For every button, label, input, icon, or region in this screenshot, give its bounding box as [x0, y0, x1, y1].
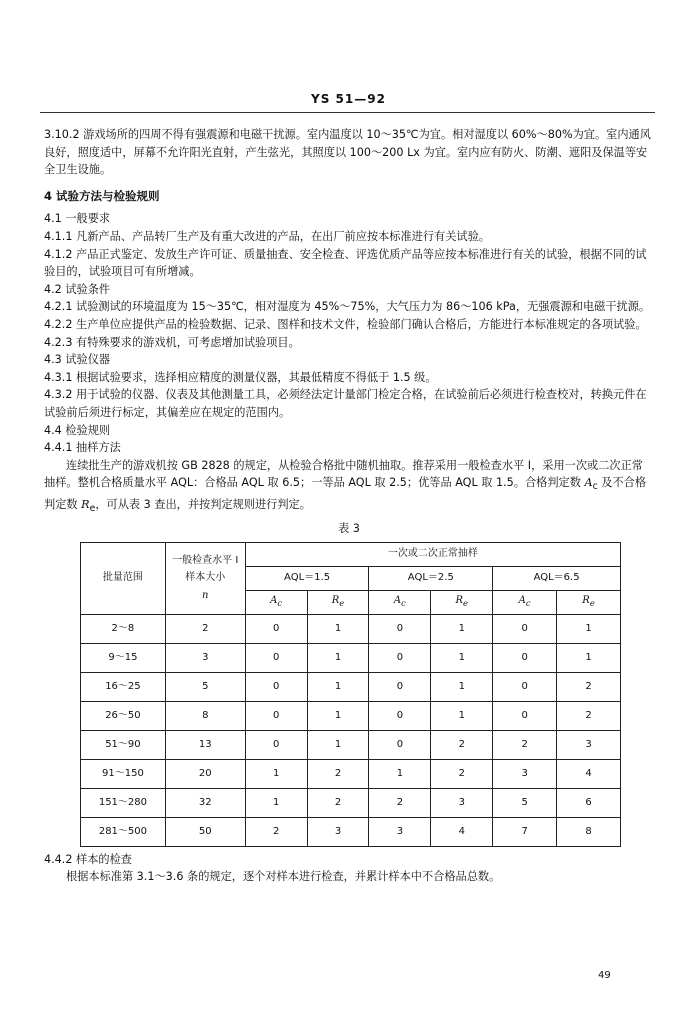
table-cell: 0: [245, 614, 307, 643]
para-4-4-1-text-b: 及不合格判定数: [44, 476, 647, 512]
header-ac-letter: A: [270, 594, 278, 606]
heading-4-4-2: 4.4.2 样本的检查: [44, 852, 132, 866]
header-inspection-level: [165, 542, 245, 614]
table-cell: 32: [165, 788, 245, 817]
table-row: [81, 672, 621, 701]
table-cell: 1: [369, 759, 431, 788]
table-cell: 3: [307, 817, 369, 846]
table-row: [81, 730, 621, 759]
header-re-sub: e: [589, 597, 595, 608]
header-ac: [369, 590, 431, 614]
table-cell: 4: [557, 759, 621, 788]
table-cell: 1: [245, 788, 307, 817]
table-cell: 2: [307, 788, 369, 817]
table-cell: 51～90: [81, 730, 166, 759]
table-cell: 3: [165, 643, 245, 672]
header-re-letter: R: [582, 594, 590, 606]
header-re-letter: R: [455, 594, 464, 606]
header-ac-letter: A: [393, 594, 402, 606]
para-4-1-2: 4.1.2 产品正式鉴定、发放生产许可证、质量抽查、安全检查、评选优质产品等应按本标准进行有关的试验，根据不同的试验目的，试验项目可有所增减。: [44, 247, 647, 279]
table-cell: 3: [493, 759, 557, 788]
table-cell: 2: [369, 788, 431, 817]
table-cell: 20: [165, 759, 245, 788]
table-cell: 1: [307, 701, 369, 730]
sampling-table: [80, 542, 621, 847]
header-aql-1-5: AQL＝1.5: [245, 566, 369, 590]
document-header: YS 51—92: [311, 92, 386, 106]
table-cell: 2: [557, 701, 621, 730]
header-ac-sub: c: [401, 597, 406, 608]
ac-symbol: A: [584, 476, 593, 490]
table-row: [81, 817, 621, 846]
re-symbol-sub: e: [89, 503, 96, 515]
para-4-2-2: 4.2.2 生产单位应提供产品的检验数据、记录、图样和技术文件，检验部门确认合格后，方能进行本标准规定的各项试验。: [44, 317, 647, 331]
table-cell: 1: [557, 614, 621, 643]
table-cell: 0: [369, 672, 431, 701]
page-number: 49: [598, 970, 611, 981]
header-batch-range: 批量范围: [81, 542, 166, 614]
para-4-4-1-text-a: 连续批生产的游戏机按 GB 2828 的规定，从检验合格批中随机抽取。推荐采用一般检查水平 Ⅰ，采用一次或二次正常抽样。整机合格质量水平 AQL：合格品 AQL 取 6.5；一等品 AQL 取 2.5；优等品 AQL 取 1.5。合格判定数: [44, 458, 643, 490]
table-row: [81, 759, 621, 788]
table-cell: 26～50: [81, 701, 166, 730]
table-cell: 0: [369, 643, 431, 672]
header-level-line1: 一般检查水平 Ⅰ: [172, 554, 239, 566]
table-cell: 1: [431, 614, 493, 643]
para-4-1-1: 4.1.1 凡新产品、产品转厂生产及有重大改进的产品，在出厂前应按本标准进行有关试验。: [44, 229, 490, 243]
table-row: [81, 643, 621, 672]
section-4-heading: 4 试验方法与检验规则: [44, 188, 160, 203]
header-re: [431, 590, 493, 614]
para-3-10-2: 3.10.2 游戏场所的四周不得有强震源和电磁干扰源。室内温度以 10～35℃为宜。相对湿度以 60%～80%为宜。室内通风良好，照度适中，屏幕不允许阳光直射，产生弦光，其照度以 100～200 Lx 为宜。室内应有防火、防潮、遮阳及保温等安全卫生设施。: [44, 128, 651, 177]
table-cell: 1: [431, 701, 493, 730]
header-rule: [40, 112, 655, 113]
heading-4-4: 4.4 检验规则: [44, 423, 111, 437]
table-cell: 0: [245, 730, 307, 759]
table-cell: 0: [369, 614, 431, 643]
table-cell: 0: [493, 614, 557, 643]
header-level-line2: 样本大小: [185, 572, 226, 584]
header-ac-letter: A: [518, 594, 526, 606]
table-cell: 2: [431, 730, 493, 759]
table-cell: 4: [431, 817, 493, 846]
table-cell: 0: [245, 672, 307, 701]
page-content: [44, 126, 654, 886]
header-re-sub: e: [339, 597, 345, 608]
table-cell: 6: [557, 788, 621, 817]
para-4-4-1: [44, 457, 654, 518]
heading-4-1: 4.1 一般要求: [44, 212, 111, 226]
table-cell: 8: [557, 817, 621, 846]
table-cell: 5: [165, 672, 245, 701]
table-cell: 1: [307, 643, 369, 672]
header-ac: [245, 590, 307, 614]
header-re-sub: e: [463, 597, 468, 608]
header-re: [307, 590, 369, 614]
table-cell: 2: [431, 759, 493, 788]
table-cell: 1: [307, 730, 369, 759]
heading-4-4-1: 4.4.1 抽样方法: [44, 441, 121, 455]
header-level-line3: n: [202, 589, 209, 601]
heading-4-3: 4.3 试验仪器: [44, 353, 111, 367]
header-aql-2-5: AQL＝2.5: [369, 566, 493, 590]
table-cell: 1: [245, 759, 307, 788]
table-cell: 151～280: [81, 788, 166, 817]
table-cell: 2: [165, 614, 245, 643]
table-cell: 2: [307, 759, 369, 788]
table-cell: 2: [245, 817, 307, 846]
table-cell: 9～15: [81, 643, 166, 672]
header-re-letter: R: [331, 594, 340, 606]
table-cell: 1: [307, 672, 369, 701]
table-cell: 0: [245, 701, 307, 730]
table-cell: 91～150: [81, 759, 166, 788]
header-ac-sub: c: [277, 597, 283, 608]
table-cell: 3: [369, 817, 431, 846]
table-row: [81, 701, 621, 730]
table-cell: 13: [165, 730, 245, 759]
table-cell: 5: [493, 788, 557, 817]
heading-4-2: 4.2 试验条件: [44, 282, 111, 296]
table-cell: 2～8: [81, 614, 166, 643]
table-cell: 0: [493, 701, 557, 730]
header-ac-sub: c: [525, 597, 531, 608]
para-4-3-2: 4.3.2 用于试验的仪器、仪表及其他测量工具，必须经法定计量部门检定合格，在试验前后必须进行检查校对，转换元件在试验前后须进行标定，其偏差应在规定的范围内。: [44, 388, 647, 419]
table-cell: 0: [493, 643, 557, 672]
table-cell: 1: [307, 614, 369, 643]
table-cell: 50: [165, 817, 245, 846]
header-aql-6-5: AQL＝6.5: [493, 566, 621, 590]
para-4-3-1: 4.3.1 根据试验要求，选择相应精度的测量仪器，其最低精度不得低于 1.5 级。: [44, 370, 437, 384]
header-normal-sampling: 一次或二次正常抽样: [245, 542, 620, 566]
para-4-4-1-text-c: ，可从表 3 查出，并按判定规则进行判定。: [95, 498, 311, 512]
table-cell: 3: [557, 730, 621, 759]
table-cell: 3: [431, 788, 493, 817]
table-row: [81, 614, 621, 643]
table-row: [81, 788, 621, 817]
table-cell: 0: [245, 643, 307, 672]
re-symbol: R: [81, 498, 90, 512]
table-cell: 2: [493, 730, 557, 759]
table-cell: 8: [165, 701, 245, 730]
para-4-2-1: 4.2.1 试验测试的环境温度为 15～35℃，相对湿度为 45%～75%，大气压力为 86～106 kPa，无强震源和电磁干扰源。: [44, 300, 651, 314]
table-cell: 281～500: [81, 817, 166, 846]
table-cell: 2: [557, 672, 621, 701]
para-4-4-2: 根据本标准第 3.1～3.6 条的规定，逐个对样本进行检查，并累计样本中不合格品总数。: [66, 870, 501, 884]
table-caption: 表 3: [338, 521, 360, 535]
table-cell: 0: [369, 730, 431, 759]
table-cell: 16～25: [81, 672, 166, 701]
header-ac: [493, 590, 557, 614]
table-cell: 0: [493, 672, 557, 701]
table-cell: 7: [493, 817, 557, 846]
table-cell: 1: [431, 672, 493, 701]
para-4-2-3: 4.2.3 有特殊要求的游戏机，可考虑增加试验项目。: [44, 335, 300, 349]
table-cell: 1: [431, 643, 493, 672]
table-cell: 1: [557, 643, 621, 672]
table-cell: 0: [369, 701, 431, 730]
header-re: [557, 590, 621, 614]
ac-symbol-sub: c: [592, 481, 598, 493]
